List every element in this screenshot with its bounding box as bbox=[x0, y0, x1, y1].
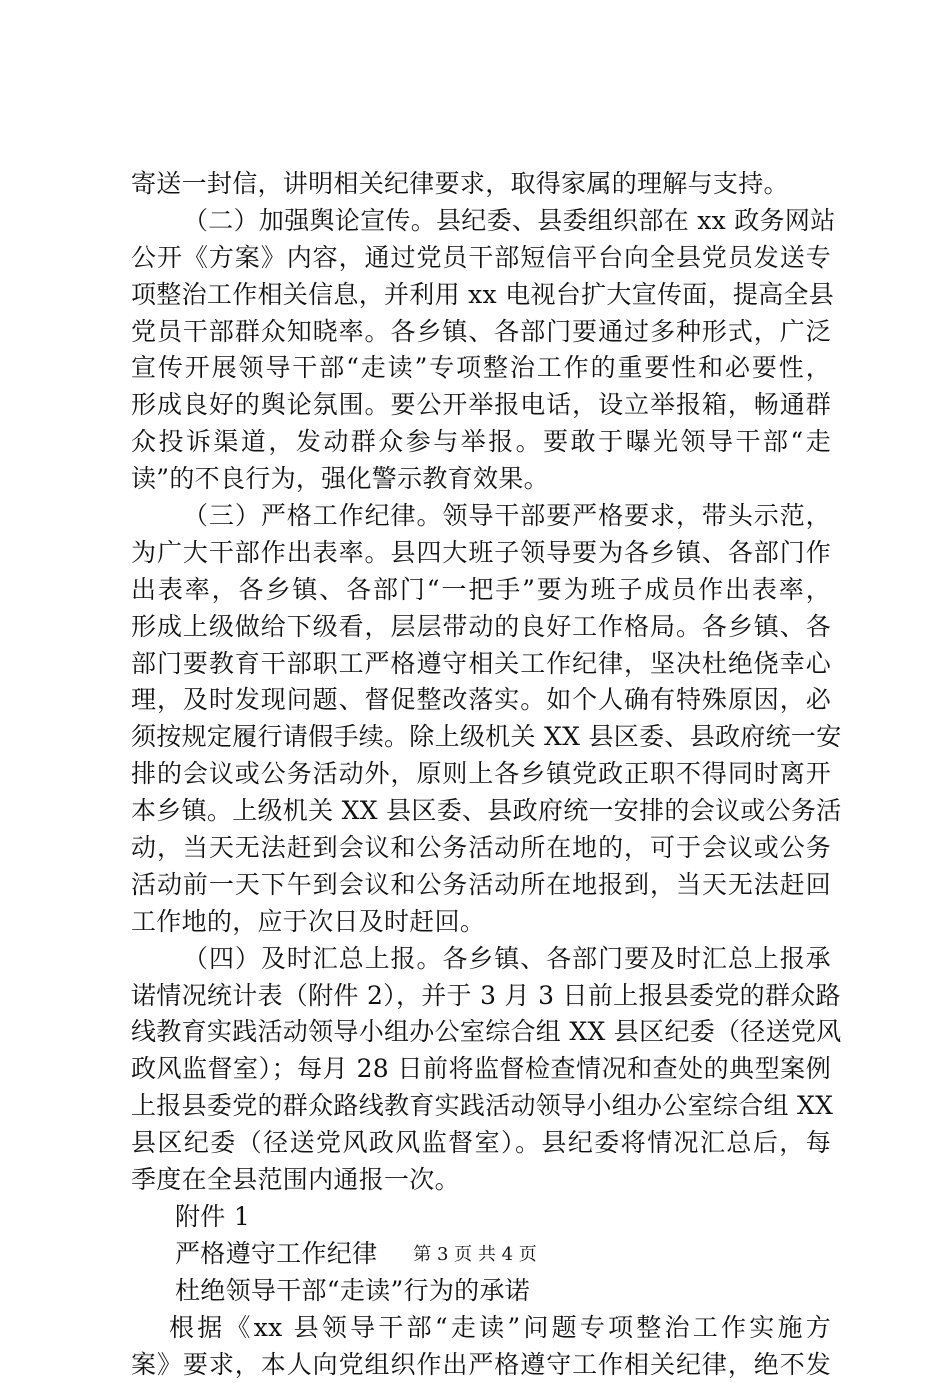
text-line: 根据《xx 县领导干部“走读”问题专项整治工作实施方 bbox=[131, 1310, 831, 1347]
text-line: 宣传开展领导干部“走读”专项整治工作的重要性和必要性， bbox=[131, 350, 831, 387]
text-line: 季度在全县范围内通报一次。 bbox=[131, 1162, 831, 1199]
attachment-subtitle: 杜绝领导干部“走读”行为的承诺 bbox=[131, 1273, 831, 1310]
text-line: 工作地的，应于次日及时赶回。 bbox=[131, 904, 831, 941]
text-line: 形成良好的舆论氛围。要公开举报电话，设立举报箱，畅通群 bbox=[131, 387, 831, 424]
text-line: 政风监督室）；每月 28 日前将监督检查情况和查处的典型案例 bbox=[131, 1051, 831, 1088]
text-line: 为广大干部作出表率。县四大班子领导要为各乡镇、各部门作 bbox=[131, 535, 831, 572]
text-line: 线教育实践活动领导小组办公室综合组 XX 县区纪委（径送党风 bbox=[131, 1014, 831, 1051]
text-line: 理，及时发现问题、督促整改落实。如个人确有特殊原因，必 bbox=[131, 682, 831, 719]
text-line: 形成上级做给下级看，层层带动的良好工作格局。各乡镇、各 bbox=[131, 609, 831, 646]
text-line: 公开《方案》内容，通过党员干部短信平台向全县党员发送专 bbox=[131, 240, 831, 277]
text-line: 部门要教育干部职工严格遵守相关工作纪律，坚决杜绝侥幸心 bbox=[131, 646, 831, 683]
text-line: 项整治工作相关信息，并利用 xx 电视台扩大宣传面，提高全县 bbox=[131, 277, 831, 314]
text-line: 活动前一天下午到会议和公务活动所在地报到，当天无法赶回 bbox=[131, 867, 831, 904]
text-line: 众投诉渠道，发动群众参与举报。要敢于曝光领导干部“走 bbox=[131, 424, 831, 461]
text-line: 出表率，各乡镇、各部门“一把手”要为班子成员作出表率， bbox=[131, 572, 831, 609]
section-heading-line: （四）及时汇总上报。各乡镇、各部门要及时汇总上报承 bbox=[131, 941, 831, 978]
text-line: 上报县委党的群众路线教育实践活动领导小组办公室综合组 XX bbox=[131, 1088, 831, 1125]
text-line: 读”的不良行为，强化警示教育效果。 bbox=[131, 461, 831, 498]
text-line: 诺情况统计表（附件 2），并于 3 月 3 日前上报县委党的群众路 bbox=[131, 978, 831, 1015]
text-line: 党员干部群众知晓率。各乡镇、各部门要通过多种形式，广泛 bbox=[131, 314, 831, 351]
text-line: 本乡镇。上级机关 XX 县区委、县政府统一安排的会议或公务活 bbox=[131, 793, 831, 830]
attachment-label: 附件 1 bbox=[131, 1199, 831, 1236]
text-line: 须按规定履行请假手续。除上级机关 XX 县区委、县政府统一安 bbox=[131, 719, 831, 756]
attachment-title: 严格遵守工作纪律 bbox=[131, 1236, 831, 1273]
section-heading-line: （三）严格工作纪律。领导干部要严格要求，带头示范， bbox=[131, 498, 831, 535]
document-body bbox=[131, 166, 831, 1383]
text-line: 案》要求，本人向党组织作出严格遵守工作相关纪律，绝不发 bbox=[131, 1347, 831, 1383]
text-line: 排的会议或公务活动外，原则上各乡镇党政正职不得同时离开 bbox=[131, 756, 831, 793]
section-heading-line: （二）加强舆论宣传。县纪委、县委组织部在 xx 政务网站 bbox=[131, 203, 831, 240]
text-line: 县区纪委（径送党风政风监督室）。县纪委将情况汇总后，每 bbox=[131, 1125, 831, 1162]
text-line: 寄送一封信，讲明相关纪律要求，取得家属的理解与支持。 bbox=[131, 166, 831, 203]
text-line: 动，当天无法赶到会议和公务活动所在地的，可于会议或公务 bbox=[131, 830, 831, 867]
page-number-footer: 第 3 页 共 4 页 bbox=[0, 1243, 950, 1267]
